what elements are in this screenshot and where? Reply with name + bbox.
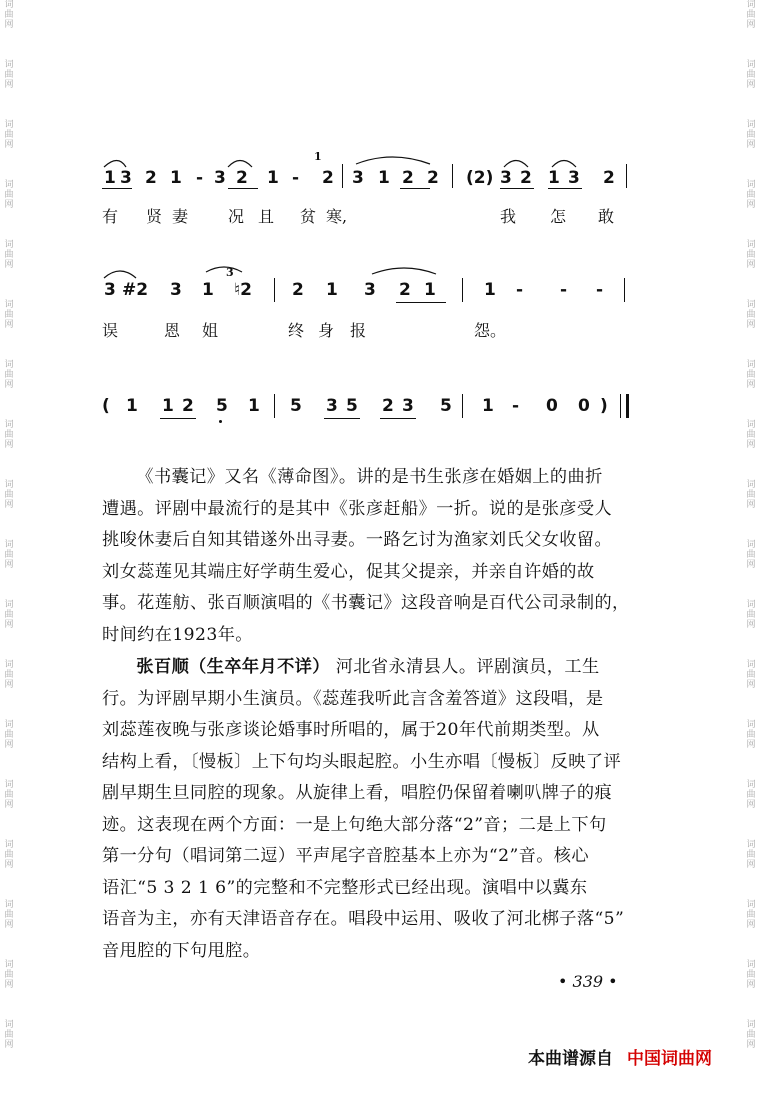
watermark-char: 曲 — [4, 670, 14, 680]
watermark-group — [2, 0, 16, 60]
watermark-char: 网 — [4, 680, 14, 690]
lyric-char: 恩 — [164, 321, 181, 340]
watermark-group — [744, 600, 758, 660]
score-note: - — [596, 280, 604, 300]
score-note: 1 — [424, 280, 436, 300]
watermark-char: 曲 — [4, 910, 14, 920]
score-note: 3 — [214, 168, 226, 188]
score-note: 2 — [402, 168, 414, 188]
watermark-char: 网 — [746, 200, 756, 210]
watermark-char: 网 — [746, 920, 756, 930]
score-note: 1 — [248, 396, 260, 416]
text-line: 刘女蕊莲见其端庄好学萌生爱心，促其父提亲，并亲自许婚的故 — [102, 561, 595, 582]
watermark-char: 网 — [746, 380, 756, 390]
watermark-char: 曲 — [4, 850, 14, 860]
watermark-char: 网 — [746, 800, 756, 810]
watermark-char: 曲 — [746, 610, 756, 620]
text-line: 语汇“5 3 2 1 6”的完整和不完整形式已经出现。演唱中以冀东 — [102, 877, 588, 898]
watermark-char: 曲 — [4, 370, 14, 380]
watermark-char: 网 — [4, 140, 14, 150]
score-note: 2 — [382, 396, 394, 416]
watermark-char: 网 — [4, 320, 14, 330]
score-note: - — [292, 168, 300, 188]
watermark-group — [744, 780, 758, 840]
watermark-char: 网 — [4, 20, 14, 30]
watermark-group — [2, 480, 16, 540]
source-prefix: 本曲谱源自 — [528, 1049, 613, 1069]
lyric-char: 有 — [102, 207, 119, 226]
grace-note-row2: 3 — [226, 266, 234, 279]
score-note: - — [516, 280, 524, 300]
score-note: 3 — [352, 168, 364, 188]
watermark-char: 网 — [746, 560, 756, 570]
watermark-char: 词 — [746, 900, 756, 910]
score-note: 3 — [326, 396, 338, 416]
watermark-char: 网 — [4, 440, 14, 450]
watermark-char: 网 — [746, 680, 756, 690]
text-line: 语音为主，亦有天津语音存在。唱段中运用、吸收了河北梆子落“5” — [102, 909, 625, 929]
text-line: 时间约在1923年。 — [102, 624, 253, 645]
grace-note-row1: 1 — [314, 150, 322, 163]
watermark-group — [744, 480, 758, 540]
watermark-group — [2, 840, 16, 900]
watermark-char: 词 — [4, 720, 14, 730]
watermark-group — [2, 900, 16, 960]
score-note: 3 — [120, 168, 132, 188]
watermark-char: 网 — [4, 1040, 14, 1050]
watermark-char: 曲 — [746, 130, 756, 140]
watermark-char: 曲 — [4, 430, 14, 440]
watermark-char: 网 — [4, 560, 14, 570]
watermark-char: 网 — [4, 800, 14, 810]
watermark-char: 词 — [4, 900, 14, 910]
watermark-char: 曲 — [746, 250, 756, 260]
score-note: 1 — [482, 396, 494, 416]
score-note: 1 — [267, 168, 279, 188]
watermark-group — [2, 960, 16, 1020]
text-line: 迹。这表现在两个方面：一是上句绝大部分落“2”音；二是上下句 — [102, 814, 607, 835]
watermark-char: 词 — [746, 660, 756, 670]
watermark-char: 曲 — [4, 970, 14, 980]
watermark-char: 网 — [4, 740, 14, 750]
watermark-char: 网 — [746, 1040, 756, 1050]
watermark-group — [744, 840, 758, 900]
watermark-char: 词 — [746, 120, 756, 130]
score-note: 5 — [346, 396, 358, 416]
text-line: 第一分句（唱词第二逗）平声尾字音腔基本上亦为“2”音。核心 — [102, 846, 589, 866]
watermark-char: 网 — [4, 260, 14, 270]
score-note: 3 — [568, 168, 580, 188]
text-line: 事。花莲舫、张百顺演唱的《书囊记》这段音响是百代公司录制的， — [102, 593, 630, 613]
watermark-char: 词 — [746, 180, 756, 190]
watermark-char: 曲 — [746, 190, 756, 200]
text-line: 音甩腔的下句甩腔。 — [102, 940, 261, 961]
watermark-char: 曲 — [4, 730, 14, 740]
score-note: 1 — [378, 168, 390, 188]
watermark-char: 网 — [746, 440, 756, 450]
score-note: 2 — [427, 168, 439, 188]
paragraph-book-note — [102, 462, 630, 651]
lyric-char: 寒, — [326, 207, 348, 226]
watermark-char: 曲 — [4, 310, 14, 320]
paragraph-performer-bio — [102, 652, 626, 967]
watermark-char: 曲 — [4, 790, 14, 800]
watermark-char: 网 — [746, 320, 756, 330]
score-note: 2 — [520, 168, 532, 188]
text-line: 刘蕊莲夜晚与张彦谈论婚事时所唱的，属于20年代前期类型。从 — [102, 720, 600, 740]
watermark-char: 曲 — [4, 190, 14, 200]
score-note: 2 — [145, 168, 157, 188]
watermark-char: 曲 — [4, 610, 14, 620]
watermark-char: 词 — [746, 720, 756, 730]
watermark-group — [2, 600, 16, 660]
text-line: 结构上看，〔慢板〕上下句均头眼起腔。小生亦唱〔慢板〕反映了评 — [102, 751, 622, 772]
watermark-char: 网 — [4, 860, 14, 870]
watermark-char: 网 — [4, 80, 14, 90]
watermark-group — [744, 0, 758, 60]
score-note: 3 — [104, 280, 116, 300]
score-note: 0 — [578, 396, 590, 416]
score-note: - — [512, 396, 520, 416]
score-note: - — [196, 168, 204, 188]
watermark-group — [744, 60, 758, 120]
text-line: 挑唆休妻后自知其错遂外出寻妻。一路乞讨为渔家刘氏父女收留。 — [102, 530, 613, 550]
text-line: 遭遇。评剧中最流行的是其中《张彦赶船》一折。说的是张彦受人 — [102, 498, 613, 519]
text-line: 河北省永清县人。评剧演员，工生 — [335, 657, 600, 677]
watermark-char: 词 — [4, 180, 14, 190]
score-note: 1 — [162, 396, 174, 416]
watermark-char: 曲 — [746, 670, 756, 680]
watermark-group — [2, 360, 16, 420]
watermark-char: 词 — [4, 840, 14, 850]
watermark-char: 词 — [746, 1020, 756, 1030]
watermark-char: 词 — [746, 0, 756, 10]
watermark-group — [2, 720, 16, 780]
watermark-char: 词 — [4, 1020, 14, 1030]
text-line: 《书囊记》又名《薄命图》。讲的是书生张彦在婚姻上的曲折 — [136, 467, 603, 487]
watermark-char: 词 — [4, 420, 14, 430]
watermark-char: 词 — [4, 60, 14, 70]
score-note: 2 — [236, 168, 248, 188]
watermark-group — [744, 360, 758, 420]
watermark-char: 网 — [746, 500, 756, 510]
source-site-link[interactable]: 中国词曲网 — [627, 1049, 712, 1069]
watermark-group — [2, 1020, 16, 1080]
lyric-char: 贫 — [300, 207, 317, 226]
watermark-group — [2, 660, 16, 720]
score-note: 5 — [440, 396, 452, 416]
performer-name: 张百顺（生卒年月不详） — [136, 657, 330, 677]
watermark-group — [744, 960, 758, 1020]
watermark-char: 曲 — [746, 970, 756, 980]
watermark-char: 网 — [4, 980, 14, 990]
watermark-char: 词 — [4, 120, 14, 130]
score-note: 0 — [546, 396, 558, 416]
watermark-char: 曲 — [4, 10, 14, 20]
watermark-char: 词 — [4, 780, 14, 790]
watermark-group — [2, 60, 16, 120]
score-note: 2 — [322, 168, 334, 188]
watermark-char: 词 — [746, 780, 756, 790]
watermark-char: 词 — [4, 600, 14, 610]
watermark-char: 曲 — [746, 910, 756, 920]
watermark-char: 词 — [746, 480, 756, 490]
watermark-char: 网 — [746, 980, 756, 990]
watermark-group — [744, 540, 758, 600]
watermark-char: 曲 — [4, 1030, 14, 1040]
watermark-group — [744, 720, 758, 780]
score-note: 1 — [170, 168, 182, 188]
watermark-char: 曲 — [4, 550, 14, 560]
watermark-char: 词 — [4, 660, 14, 670]
watermark-char: 词 — [4, 960, 14, 970]
watermark-char: 词 — [746, 540, 756, 550]
watermark-char: 词 — [746, 300, 756, 310]
watermark-char: 曲 — [746, 550, 756, 560]
score-note: 1 — [202, 280, 214, 300]
score-note: (2) — [466, 168, 494, 188]
score-note: 1 — [104, 168, 116, 188]
watermark-char: 词 — [4, 240, 14, 250]
watermark-char: 曲 — [4, 250, 14, 260]
watermark-char: 网 — [4, 380, 14, 390]
score-note: ) — [600, 396, 608, 416]
watermark-char: 词 — [4, 480, 14, 490]
lyric-char: 身 — [318, 321, 335, 340]
watermark-char: 网 — [4, 200, 14, 210]
watermark-char: 网 — [4, 500, 14, 510]
watermark-char: 曲 — [4, 490, 14, 500]
score-note: 1 — [484, 280, 496, 300]
watermark-char: 曲 — [746, 430, 756, 440]
lyric-char: 我 — [500, 207, 517, 226]
watermark-char: 网 — [746, 20, 756, 30]
watermark-char: 网 — [746, 140, 756, 150]
text-line: 剧早期生旦同腔的现象。从旋律上看，唱腔仍保留着喇叭牌子的痕 — [102, 783, 613, 803]
watermark-group — [744, 300, 758, 360]
watermark-char: 曲 — [746, 10, 756, 20]
score-note: 2 — [182, 396, 194, 416]
watermark-group — [2, 300, 16, 360]
watermark-char: 网 — [746, 620, 756, 630]
watermark-group — [744, 1020, 758, 1080]
score-note: 3 — [170, 280, 182, 300]
watermark-group — [2, 540, 16, 600]
watermark-char: 网 — [746, 260, 756, 270]
watermark-char: 网 — [746, 740, 756, 750]
watermark-char: 词 — [746, 960, 756, 970]
watermark-char: 曲 — [746, 70, 756, 80]
watermark-char: 网 — [4, 920, 14, 930]
watermark-char: 网 — [746, 860, 756, 870]
source-credit — [528, 1044, 712, 1069]
watermark-group — [2, 420, 16, 480]
lyric-char: 且 — [258, 207, 275, 226]
lyric-char: 姐 — [202, 321, 219, 340]
watermark-char: 曲 — [4, 130, 14, 140]
lyric-char: 况 — [228, 207, 245, 226]
lyric-char: 误 — [102, 321, 119, 340]
watermark-group — [744, 900, 758, 960]
score-note: - — [560, 280, 568, 300]
watermark-char: 曲 — [746, 310, 756, 320]
watermark-char: 词 — [4, 300, 14, 310]
watermark-char: 词 — [746, 840, 756, 850]
watermark-char: 曲 — [746, 490, 756, 500]
watermark-char: 曲 — [746, 790, 756, 800]
watermark-char: 词 — [746, 420, 756, 430]
bio-first-line — [102, 652, 626, 684]
watermark-char: 词 — [746, 240, 756, 250]
score-note: 3 — [500, 168, 512, 188]
watermark-char: 网 — [746, 80, 756, 90]
score-note: 1 — [326, 280, 338, 300]
watermark-group — [2, 780, 16, 840]
score-note: 1 — [126, 396, 138, 416]
score-note: #2 — [122, 280, 149, 300]
score-note: 5 — [290, 396, 302, 416]
lyric-char: 敢 — [598, 207, 615, 226]
watermark-char: 词 — [4, 540, 14, 550]
watermark-char: 曲 — [746, 850, 756, 860]
lyric-char: 妻 — [172, 207, 189, 226]
score-note: 3 — [364, 280, 376, 300]
lyric-char: 贤 — [146, 207, 163, 226]
watermark-char: 词 — [4, 0, 14, 10]
watermark-group — [744, 420, 758, 480]
watermark-char: 网 — [4, 620, 14, 630]
watermark-char: 曲 — [746, 1030, 756, 1040]
text-line: 行。为评剧早期小生演员。《蕊莲我听此言含羞答道》这段唱，是 — [102, 688, 604, 709]
lyric-char: 报 — [350, 321, 367, 340]
score-note: 2 — [603, 168, 615, 188]
watermark-char: 词 — [4, 360, 14, 370]
score-note: ♮2 — [234, 280, 252, 300]
lyric-char: 终 — [288, 321, 305, 340]
score-note: 2 — [292, 280, 304, 300]
watermark-char: 词 — [746, 600, 756, 610]
score-note: ( — [102, 396, 110, 416]
watermark-char: 曲 — [746, 730, 756, 740]
score-note: 2 — [399, 280, 411, 300]
lyric-char: 怨。 — [474, 321, 507, 340]
watermark-char: 曲 — [4, 70, 14, 80]
score-note: 5 — [216, 396, 228, 416]
watermark-char: 词 — [746, 360, 756, 370]
lyric-char: 怎 — [550, 207, 567, 226]
score-note: 1 — [548, 168, 560, 188]
score-note: 3 — [402, 396, 414, 416]
watermark-char: 词 — [746, 60, 756, 70]
watermark-char: 曲 — [746, 370, 756, 380]
page-number: • 339 • — [558, 972, 618, 991]
watermark-group — [744, 660, 758, 720]
